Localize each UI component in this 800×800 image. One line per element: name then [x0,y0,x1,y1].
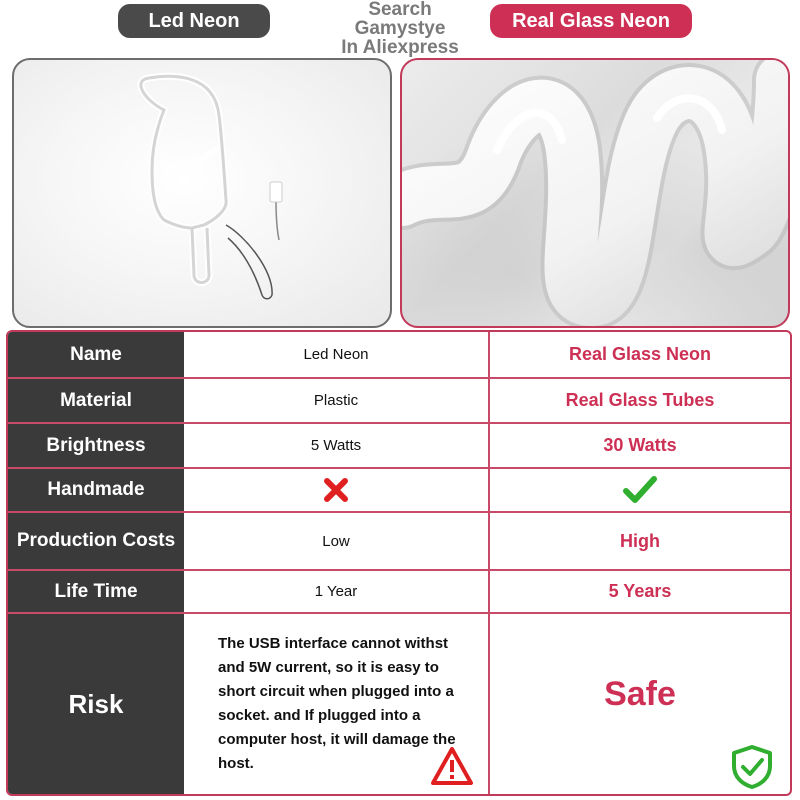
table-row-name [8,332,790,379]
glass-value [490,469,790,511]
row-label: Material [8,379,184,422]
row-label: Risk [8,614,184,794]
led-value [184,614,490,794]
watermark [300,0,500,57]
check-icon [623,475,657,505]
glass-value: High [620,530,660,551]
table-row-production-costs [8,513,790,571]
row-label: Production Costs [8,513,184,569]
led-neon-photo [12,58,392,328]
cross-icon [323,477,349,503]
led-value [184,469,490,511]
led-value: 5 Watts [184,424,490,467]
row-label: Name [8,332,184,377]
led-value: 1 Year [184,571,490,612]
led-value: Low [184,513,490,569]
watermark-line-2: Gamystye [354,18,446,39]
warning-triangle-icon [430,746,474,786]
glass-value: 5 Years [608,581,672,601]
row-label: Brightness [8,424,184,467]
row-label: Life Time [8,571,184,612]
glass-value: Real Glass Neon [568,344,712,364]
watermark-line-3: In Aliexpress [341,37,459,58]
glass-value: 30 Watts [603,435,677,455]
watermark-line-1: Search [368,0,432,20]
table-row-handmade [8,469,790,513]
row-label: Handmade [8,469,184,511]
table-row-material [8,379,790,424]
led-value: Led Neon [184,332,490,377]
risk-description: The USB interface cannot withst and 5W current, so it is easy to short circuit when plugged into a socket. and If plugged into a computer host, it will damage the host. [218,635,456,772]
table-row-life-time [8,571,790,614]
table-row-brightness [8,424,790,469]
real-glass-neon-photo [400,58,790,328]
table-row-risk [8,614,790,794]
led-value: Plastic [184,379,490,422]
safe-label: Safe [604,674,676,713]
real-glass-neon-label: Real Glass Neon [490,4,692,38]
glass-value: Real Glass Tubes [565,390,715,410]
led-neon-label: Led Neon [118,4,270,38]
comparison-table [6,330,792,796]
glass-value [490,614,790,794]
shield-check-icon [730,744,774,790]
